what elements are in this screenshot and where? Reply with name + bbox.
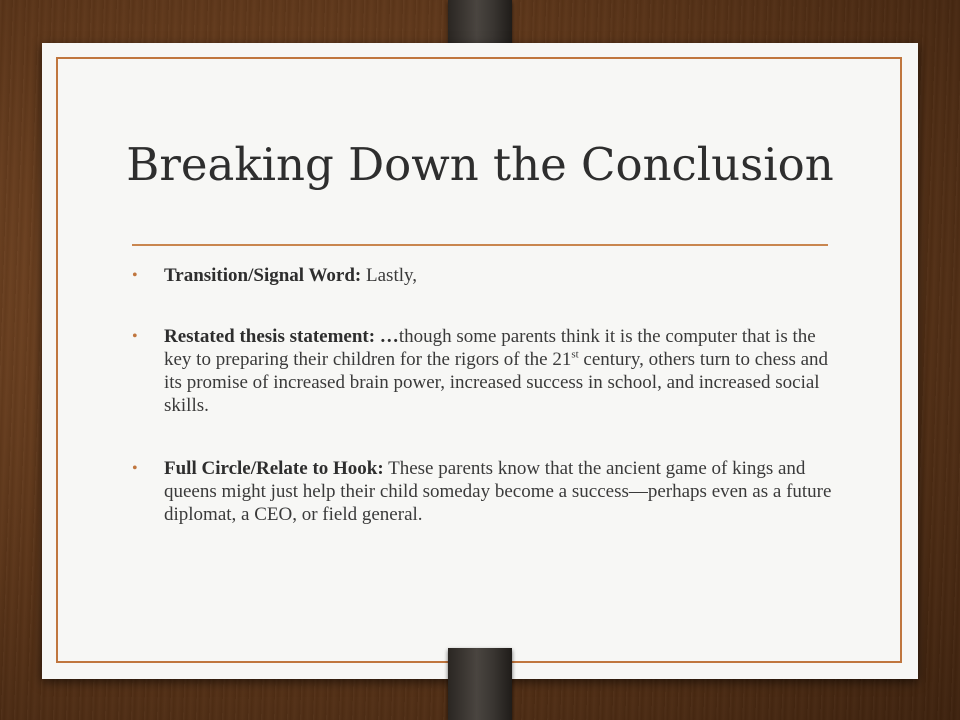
bullet-body-text: Lastly,: [361, 265, 418, 286]
bullet-body-text-continued: century, others turn to chess and its promise of increased brain power, increased success in school, and increased social skills.: [164, 349, 829, 416]
bullet-body-text: These parents know that the ancient game of kings and queens might just help their child someday become a success—perhaps even as a future diplomat, a CEO, or field general.: [164, 458, 832, 525]
slide-title: Breaking Down the Conclusion: [126, 138, 834, 191]
bullet-item-full-circle: [132, 457, 832, 526]
bullet-lead-label: Full Circle/Relate to Hook:: [164, 458, 384, 479]
bullet-body-text: though some parents think it is the computer that is the key to preparing their children for the rigors of the 21: [164, 326, 816, 370]
ordinal-superscript: st: [571, 348, 579, 361]
title-divider: [132, 244, 828, 246]
bullet-lead-label: Transition/Signal Word:: [164, 265, 362, 286]
bullet-list: [132, 264, 832, 526]
bullet-lead-label: Restated thesis statement: …: [164, 326, 399, 347]
binder-clip-bottom: [448, 648, 512, 720]
bullet-item-thesis: [132, 325, 832, 417]
bullet-dot-icon: •: [132, 328, 138, 345]
bullet-dot-icon: •: [132, 460, 138, 477]
bullet-dot-icon: •: [132, 267, 138, 284]
bullet-item-transition: [132, 264, 832, 287]
